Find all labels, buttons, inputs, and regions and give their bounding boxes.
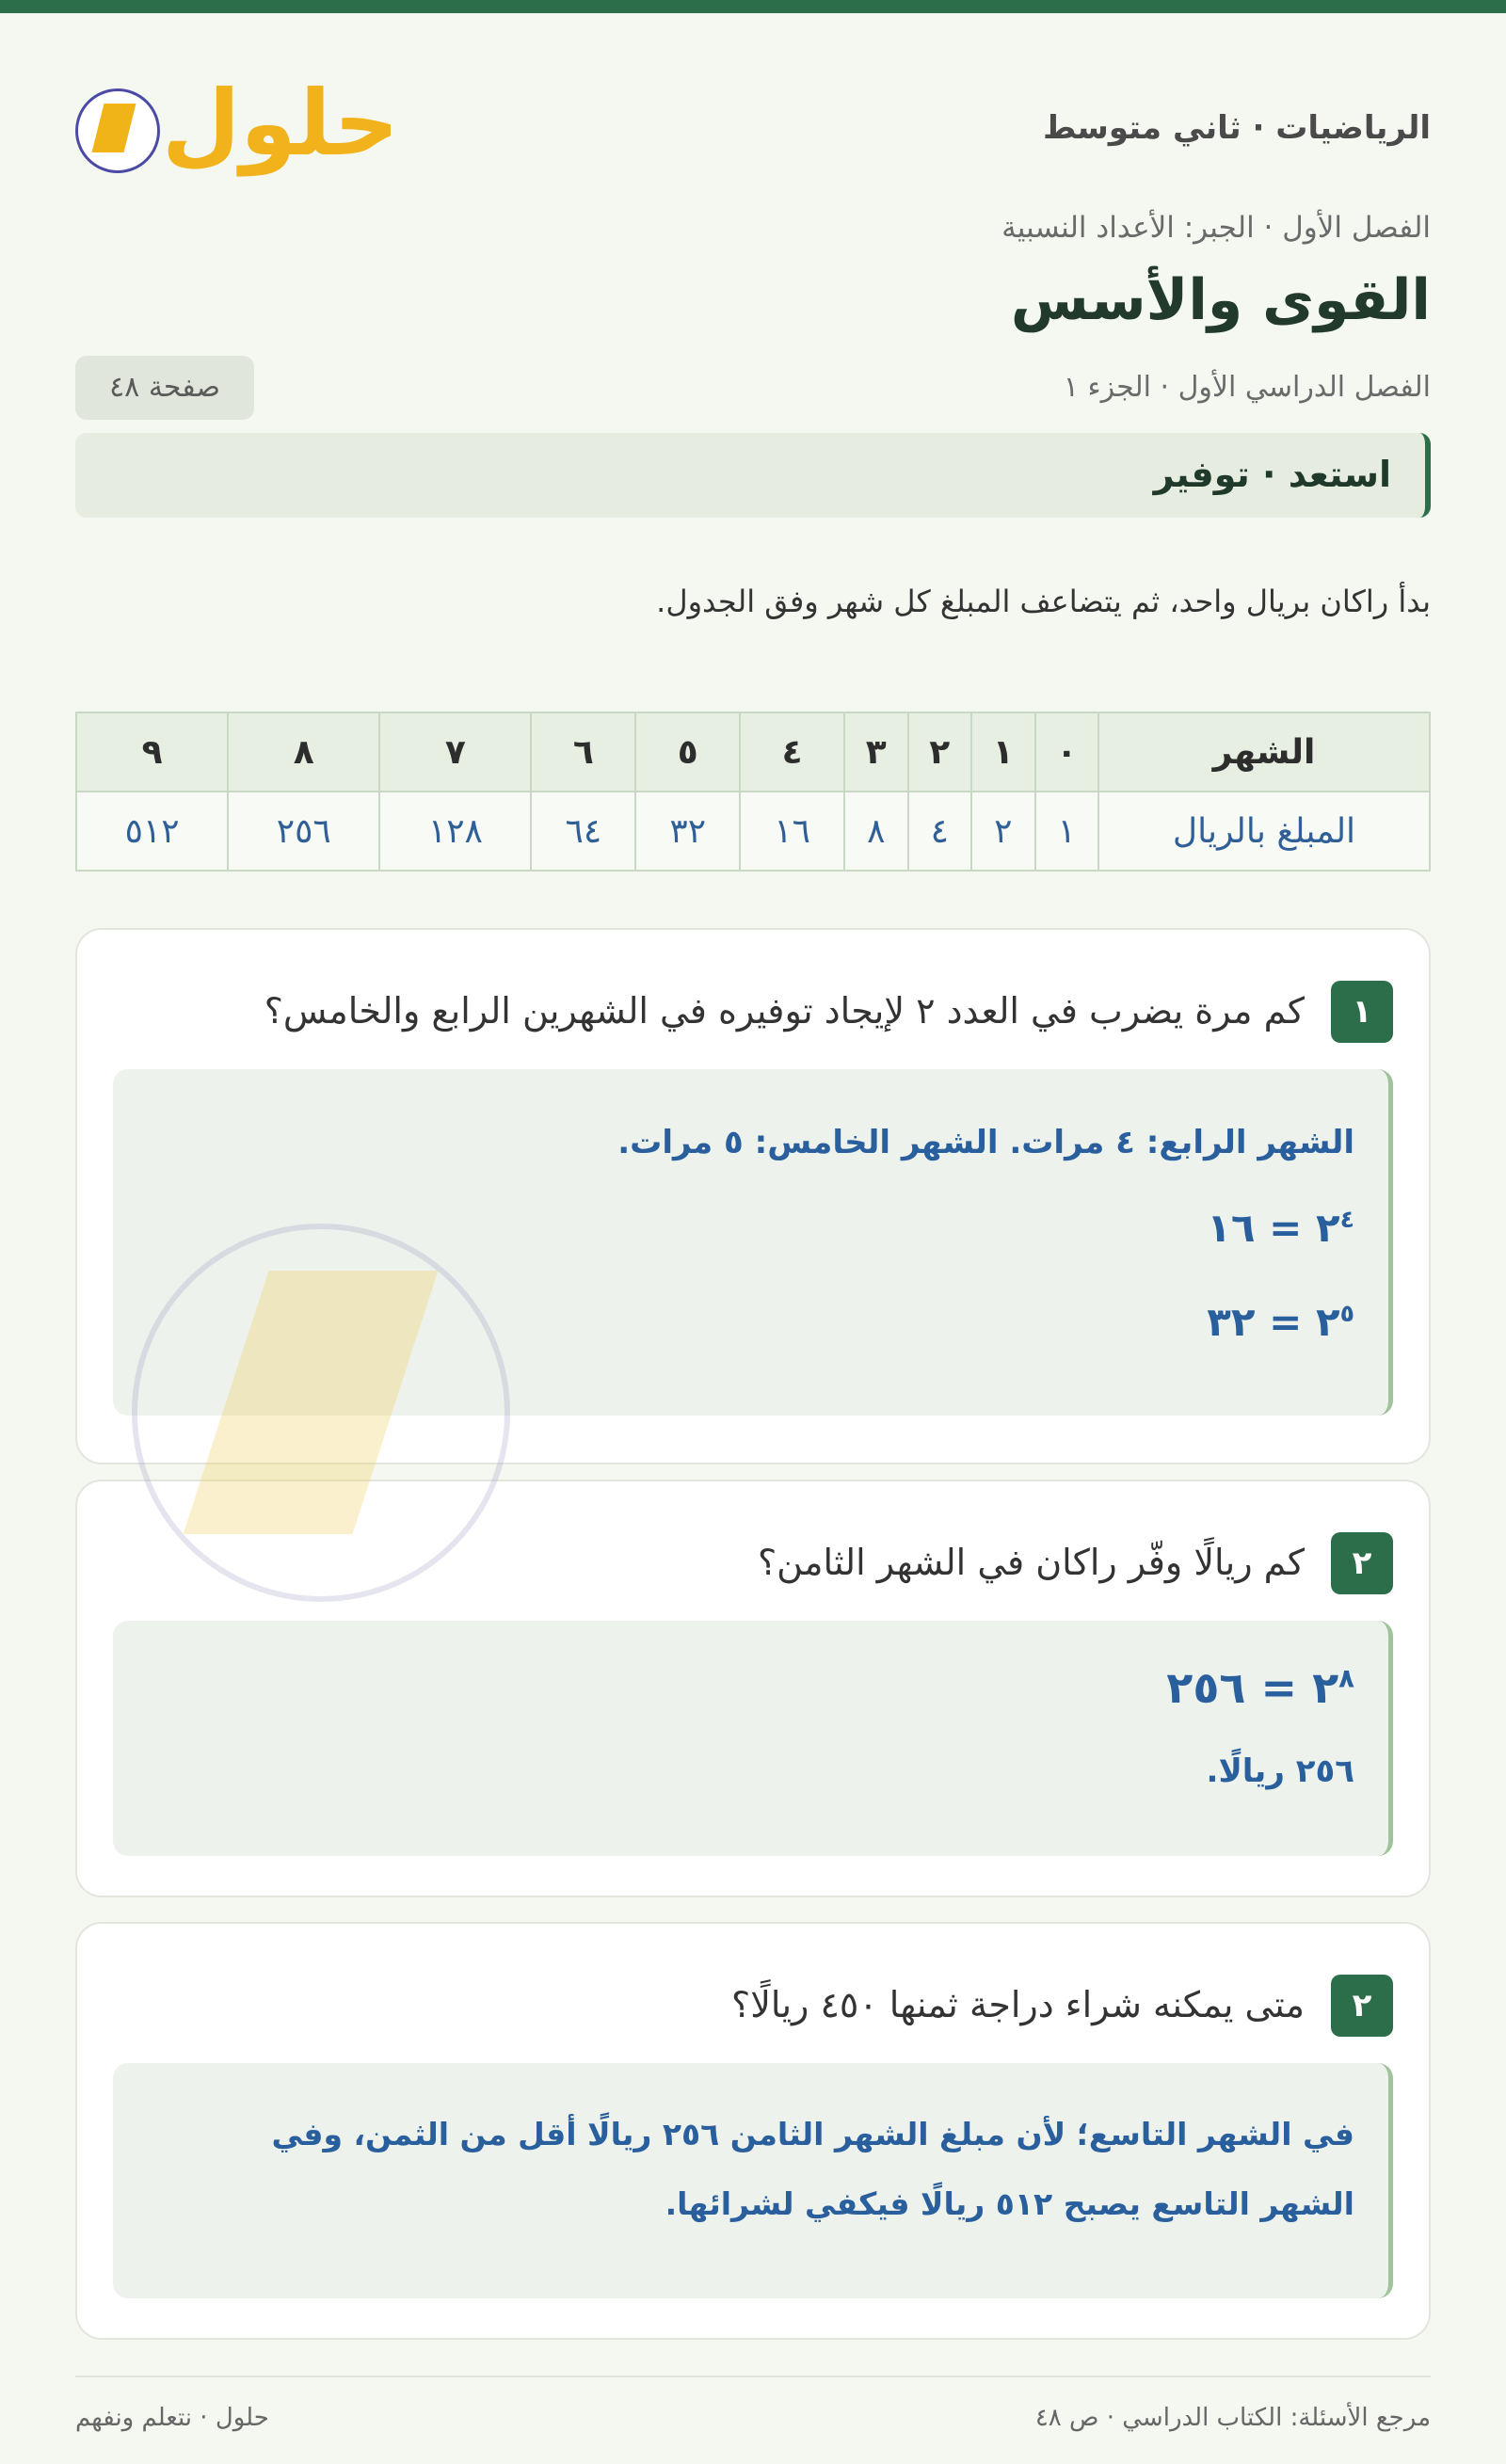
table-header-cell: ١ xyxy=(971,712,1035,792)
table-cell: ٨ xyxy=(844,792,908,871)
answer-text: في الشهر التاسع؛ لأن مبلغ الشهر الثامن ٢٥٦ ريالًا أقل من الثمن، وفي xyxy=(271,2116,1354,2152)
table-header-cell: ٠ xyxy=(1035,712,1099,792)
table-cell: ١ xyxy=(1035,792,1099,871)
question-text: متى يمكنه شراء دراجة ثمنها ٤٥٠ ريالًا؟ xyxy=(731,1984,1305,2025)
footer-divider xyxy=(75,2376,1431,2377)
answer-text: الشهر التاسع يصبح ٥١٢ ريالًا فيكفي لشرائها. xyxy=(665,2185,1354,2222)
answer-text: الشهر الرابع: ٤ مرات. الشهر الخامس: ٥ مرات. xyxy=(617,1124,1354,1161)
table-cell: ٦٤ xyxy=(531,792,635,871)
header xyxy=(75,72,1431,175)
breadcrumb-chapter: الفصل الأول · الجبر: الأعداد النسبية xyxy=(1001,211,1431,245)
table-header-cell: ٦ xyxy=(531,712,635,792)
table-header-cell: ٩ xyxy=(76,712,228,792)
question-text: كم ريالًا وفّر راكان في الشهر الثامن؟ xyxy=(758,1542,1305,1583)
page-number-badge: صفحة ٤٨ xyxy=(75,356,254,420)
table-header-cell: ٣ xyxy=(844,712,908,792)
page-title: القوى والأسس xyxy=(1010,267,1431,333)
table-header-row xyxy=(76,712,1430,792)
table-cell: ١٦ xyxy=(740,792,844,871)
table-row-label: المبلغ بالريال xyxy=(1098,792,1430,871)
equation: $٢^٤$ = ١٦ xyxy=(1207,1205,1354,1251)
top-accent-bar xyxy=(0,0,1506,13)
section-title: استعد · توفير xyxy=(1153,454,1391,495)
question-number-badge: ٢ xyxy=(1331,1532,1393,1594)
table-header-cell: ٥ xyxy=(635,712,740,792)
question-card-2 xyxy=(75,1480,1431,1897)
table-header-cell: ٧ xyxy=(379,712,531,792)
table-cell: ٢ xyxy=(971,792,1035,871)
semester-label: الفصل الدراسي الأول · الجزء ١ xyxy=(1063,371,1431,404)
equation: $٢^٨$ = ٢٥٦ xyxy=(1166,1662,1354,1713)
question-number-badge: ١ xyxy=(1331,981,1393,1043)
logo[interactable] xyxy=(75,71,399,176)
equation: $٢^٥$ = ٣٢ xyxy=(1207,1299,1354,1345)
table-cell: ١٢٨ xyxy=(379,792,531,871)
subject-label: الرياضيات · ثاني متوسط xyxy=(1043,109,1431,147)
table-header-cell: ٢ xyxy=(908,712,972,792)
answer-box xyxy=(113,1621,1393,1856)
question-card-1 xyxy=(75,928,1431,1464)
section-header xyxy=(75,433,1431,518)
table-cell: ٢٥٦ xyxy=(228,792,379,871)
logo-text: حلول xyxy=(162,71,399,176)
table-row xyxy=(76,792,1430,871)
footer-reference: مرجع الأسئلة: الكتاب الدراسي · ص ٤٨ xyxy=(1034,2404,1431,2432)
table-header-cell: ٤ xyxy=(740,712,844,792)
table-header-cell: ٨ xyxy=(228,712,379,792)
table-header-label: الشهر xyxy=(1098,712,1430,792)
question-card-3 xyxy=(75,1922,1431,2340)
table-cell: ٣٢ xyxy=(635,792,740,871)
footer-brand: حلول · نتعلم ونفهم xyxy=(75,2404,269,2432)
answer-text: ٢٥٦ ريالًا. xyxy=(1206,1752,1354,1790)
question-number-badge: ٢ xyxy=(1331,1975,1393,2037)
intro-text: بدأ راكان بريال واحد، ثم يتضاعف المبلغ كل شهر وفق الجدول. xyxy=(656,584,1431,619)
answer-box xyxy=(113,2063,1393,2298)
table-cell: ٥١٢ xyxy=(76,792,228,871)
table-cell: ٤ xyxy=(908,792,972,871)
savings-table xyxy=(75,712,1431,872)
answer-box xyxy=(113,1069,1393,1416)
question-text: كم مرة يضرب في العدد ٢ لإيجاد توفيره في الشهرين الرابع والخامس؟ xyxy=(264,990,1305,1032)
